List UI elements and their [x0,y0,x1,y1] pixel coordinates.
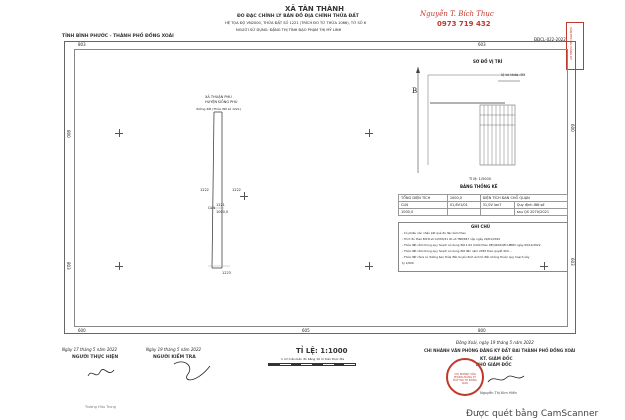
office-stamp [446,358,484,396]
stats-cell: 01,8V1/01 [447,202,480,209]
parcel-note: đường đất (Thửa đất số 1221) [196,107,241,111]
parcel-area-type: CLN [208,206,216,210]
date-checker: Ngày 19 tháng 5 năm 2022 [146,347,202,352]
land-user: NGƯỜI SỬ DỤNG: ĐẶNG THỊ TÍNH ĐẠO PHẠM THỊ MỸ LINH [236,28,342,32]
signature-checker [170,356,220,386]
stats-head-cell: TỔNG DIỆN TÍCH [399,195,448,202]
grid-label: 800 [478,328,486,333]
scale-bar [268,363,356,366]
grid-label: 600 [570,124,575,132]
performer-name: Trương Hữu Trung [85,405,116,409]
grid-cross [115,262,123,270]
stats-cell [447,209,480,216]
grid-cross [365,129,373,137]
stats-title: BẢNG THỐNG KÊ [460,184,498,189]
stats-head-cell: DIỆN TÍCH ĐAN CHỒ QUẠN [480,195,567,202]
parcel-label: XÃ THUẬN PHÚ [205,95,232,99]
note-line: tỷ 1/000 [402,261,414,265]
location-road: Vị trí thửa đất [501,73,526,77]
stats-table [398,194,568,216]
neighbor-parcel: 1223 [222,271,231,275]
stats-cell: Quy định đất số [514,202,567,209]
stamp-text: CHI NHÁNH VĂN PHÒNG ĐĂNG KÝ ĐẤT ĐAI TP ĐỒNG XOÀI [453,373,477,386]
map-scale: TỈ LỆ: 1:1000 [296,347,348,355]
director-name: Nguyễn Thị Kim Hiền [480,391,517,395]
grid-cross [365,262,373,270]
grid-label: 603 [478,42,486,47]
stats-cell [480,209,514,216]
location-title: SƠ ĐỒ VỊ TRÍ [473,59,503,64]
office-position-2: PHÓ GIÁM ĐỐC [476,362,512,367]
stats-cell: CLN [399,202,448,209]
registration-seal: VĂN PHÒNG ĐĂNG KÝ [566,22,584,70]
note-line: - Thửa đất chưa có đường bao thửa đất, tuyến định ảnh tô đất, không thuộc quy hoạch xây [402,255,530,259]
grid-label: 800 [66,130,71,138]
grid-label: 605 [302,328,310,333]
note-line: - Có phiếu xác nhận kết quả đo đạc kèm theo [402,231,466,235]
parcel-label: HUYỆN ĐỒNG PHÚ [205,100,238,104]
date-performer: Ngày 17 tháng 5 năm 2022 [62,347,118,352]
stats-cell: sau QS 2070/2021 [514,209,567,216]
scale-note: 1 cm trên bản đồ bằng 10 m trên thực địa [281,357,345,361]
grid-cross [115,129,123,137]
parcel-drawing [200,88,250,278]
parcel-number: 1221 [216,203,225,207]
notes-title: GHI CHÚ [471,224,491,229]
signature-performer [86,366,116,382]
grid-label: 803 [66,262,71,270]
coord-system: HỆ TỌA ĐỘ VN2000, THỬA ĐẤT SỐ 1221 (TRÍCH ĐO TỪ THỬA 1066), TỜ SỐ 6 [225,21,367,25]
location-scale: Tỉ lệ: 1/5000 [469,177,491,181]
date-office: Đồng Xoài, ngày 19 tháng 5 năm 2022 [456,340,534,345]
stats-cell: 1000,0 [399,209,448,216]
location-letter: B [412,87,418,95]
note-line: - Trích đo theo ĐƠN số CL503/21 đo số TN8/647 nộp ngày 29/01/2022 [402,237,501,241]
signature-director [486,370,526,388]
stats-cell: 31,0V lan7 [480,202,514,209]
province-label: TỈNH BÌNH PHƯỚC - THÀNH PHỐ ĐỒNG XOÀI [62,34,174,39]
location-map [410,65,530,175]
office-name: CHI NHÁNH VĂN PHÒNG ĐĂNG KÝ ĐẤT ĐAI THÀNH PHỐ ĐỒNG XOÀI [424,348,576,353]
document-code: ĐĐCL-022-2022 [534,37,566,42]
grid-label: 803 [78,42,86,47]
commune-title: XÃ TÂN THÀNH [285,5,344,13]
scanner-watermark: Được quét bằng CamScanner [466,409,599,419]
map-title: ĐO ĐẠC CHỈNH LÝ BẢN ĐỒ ĐỊA CHÍNH THỬA ĐẤT [237,14,359,19]
parcel-area: 1000,0 [216,210,229,214]
stats-head-cell: 1000,0 [447,195,480,202]
office-position: KT. GIÁM ĐỐC [480,356,513,361]
note-line: - Thửa đất nằm trong quy hoạch sử dụng đất 1.04 (CLN) theo QĐ/4402/QĐ-UBND ngày 09/12/2022 [402,243,541,247]
neighbor-parcel: 1222 [232,188,241,192]
handwritten-name: Nguyễn T. Bích Thục [420,10,494,18]
checker-role: NGƯỜI KIỂM TRA [153,355,196,360]
handwritten-phone: 0973 719 432 [437,20,491,28]
performer-role: NGƯỜI THỰC HIỆN [72,355,119,360]
neighbor-parcel: 1222 [200,188,209,192]
note-line: - Thửa đất nằm trong quy hoạch sử dụng đất đến năm 2030 theo quyết định... [402,249,512,253]
grid-label: 603 [570,258,575,266]
grid-label: 600 [78,328,86,333]
notes-box [398,222,568,272]
